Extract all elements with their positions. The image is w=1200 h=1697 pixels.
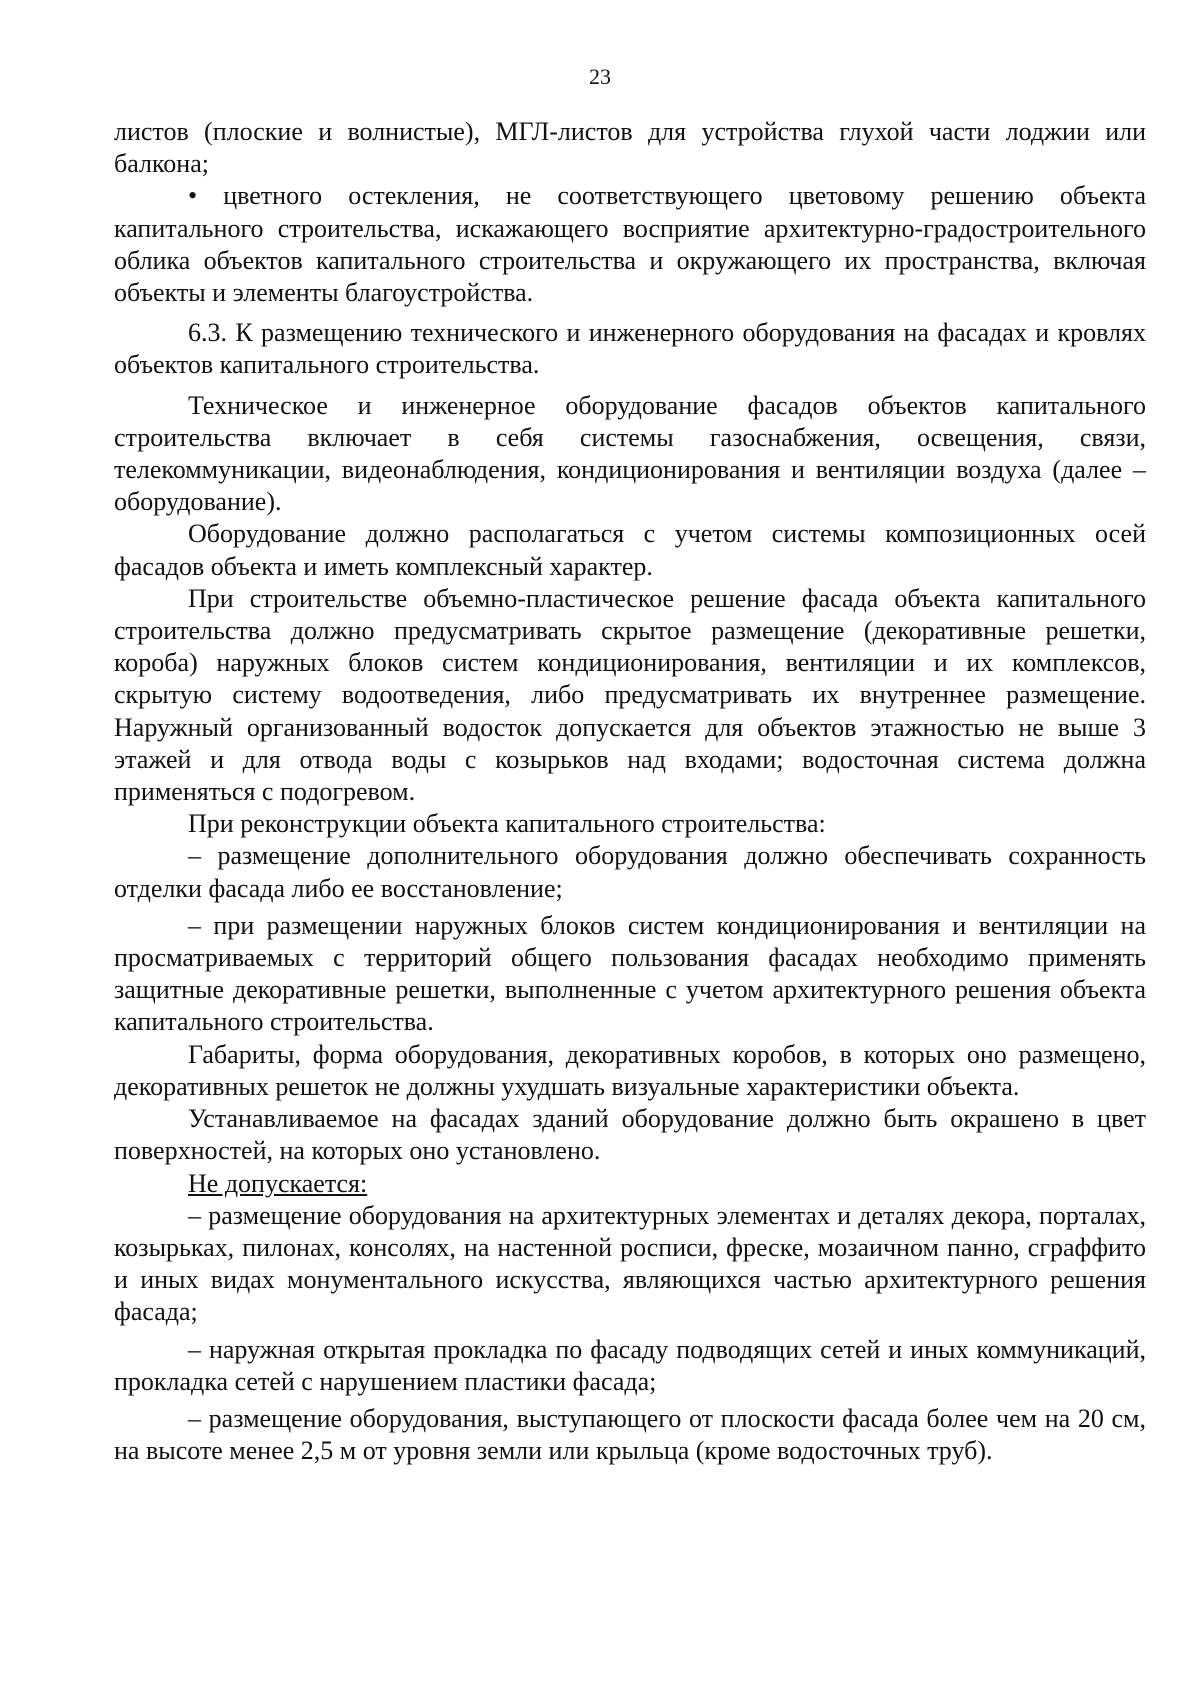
document-body (114, 116, 1146, 1467)
list-item-protruding-equipment: – размещение оборудования, выступающего от плоскости фасада более чем на 20 см, на высоте менее 2,5 м от уровня земли или крыльца (кроме водосточных труб). (114, 1403, 1146, 1466)
paragraph-equipment-axes: Оборудование должно располагаться с учетом системы композиционных осей фасадов объекта и иметь комплексный характер. (114, 519, 1146, 581)
list-item-additional-equipment: – размещение дополнительного оборудования должно обеспечивать сохранность отделки фасада либо ее восстановление; (114, 841, 1146, 903)
paragraph-reconstruction: При реконструкции объекта капитального строительства: (188, 809, 826, 839)
paragraph-dimensions: Габариты, форма оборудования, декоративных коробов, в которых оно размещено, декоративных решеток не должны ухудшать визуальные характеристики объекта. (114, 1039, 1146, 1101)
prohibited-heading-text: Не допускается: (188, 1168, 368, 1198)
paragraph-painting: Устанавливаемое на фасадах зданий оборудование должно быть окрашено в цвет поверхностей, на которых оно установлено. (114, 1104, 1146, 1166)
paragraph-construction: При строительстве объемно-пластическое решение фасада объекта капитального строительства должно предусматривать скрытое размещение (декоративные решетки, короба) наружных блоков систем кондиционирования, вентиляции и их комплексов, скрытую систему водоотведения, либо предусматривать их внутреннее размещение. Наружный организованный водосток допускается для объектов этажностью не выше 3 этажей и для отвода воды с козырьков над входами; водосточная система должна применяться с подогревом. (114, 583, 1146, 807)
list-item-outdoor-units: – при размещении наружных блоков систем кондиционирования и вентиляции на просматриваемых с территорий общего пользования фасадах необходимо применять защитные декоративные решетки, выполненные с учетом архитектурного решения объекта капитального строительства. (114, 910, 1146, 1037)
section-heading-6-3: 6.3. К размещению технического и инженерного оборудования на фасадах и кровлях объектов капитального строительства. (114, 318, 1146, 380)
paragraph-equipment-definition: Техническое и инженерное оборудование фасадов объектов капитального строительства включает в себя системы газоснабжения, освещения, связи, телекоммуникации, видеонаблюдения, кондиционирования и вентиляции воздуха (далее – оборудование). (114, 390, 1146, 517)
prohibited-heading (114, 1168, 1146, 1200)
list-item-decor-elements: – размещение оборудования на архитектурных элементах и деталях декора, порталах, козырьках, пилонах, консолях, на настенной росписи, фреске, мозаичном панно, сграффито и иных видах монументального искусства, являющихся частью архитектурного решения фасада; (114, 1200, 1146, 1327)
list-item-open-networks: – наружная открытая прокладка по фасаду подводящих сетей и иных коммуникаций, прокладка сетей с нарушением пластики фасада; (114, 1334, 1146, 1396)
page-number: 23 (589, 64, 611, 89)
paragraph-colored-glazing: • цветного остекления, не соответствующего цветовому решению объекта капитального строительства, искажающего восприятие архитектурно-градостроительного облика объектов капитального строительства и окружающего их пространства, включая объекты и элементы благоустройства. (114, 181, 1146, 308)
paragraph-sheets: листов (плоские и волнистые), МГЛ-листов для устройства глухой части лоджии или балкона; (114, 117, 1146, 179)
